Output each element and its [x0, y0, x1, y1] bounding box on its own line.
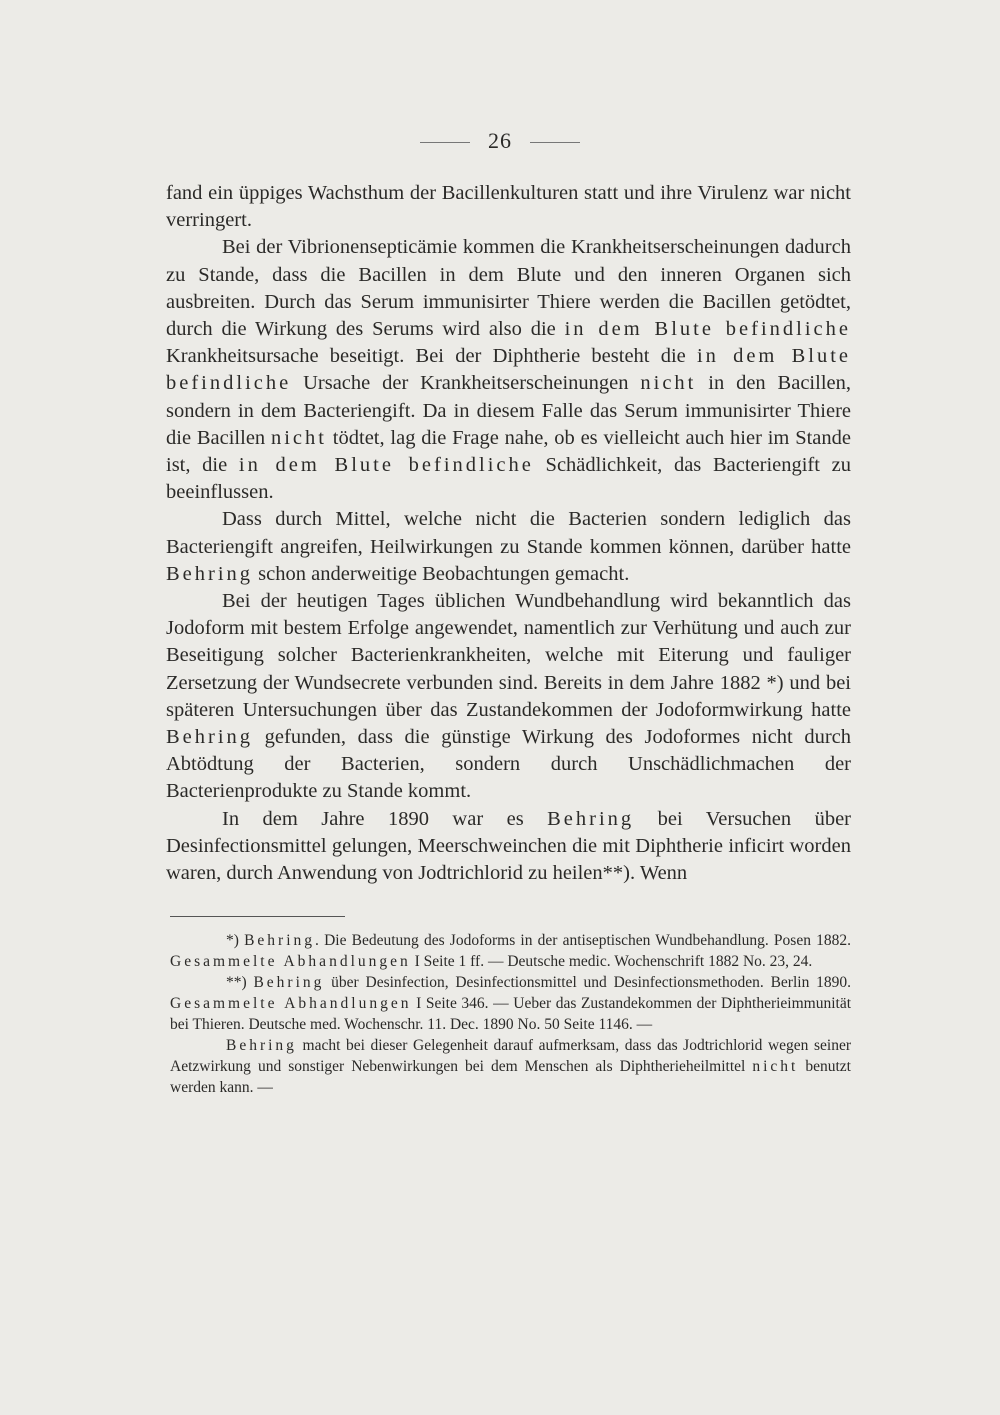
footnote-run: über Desinfection, Desinfectionsmittel und Desinfectionsmethoden. Berlin 1890. — [324, 974, 851, 991]
page-header — [0, 128, 1000, 154]
footnote-separator — [170, 916, 345, 917]
footnote-1 — [170, 930, 851, 972]
footnote-spaced-run: Behring — [253, 974, 325, 991]
text-spaced-run: nicht — [270, 426, 327, 449]
footnote-run: macht bei dieser Gelegenheit darauf aufmerksam, dass das Jodtrichlorid wegen seiner Aetzwirkung und sonstiger Nebenwirkungen bei dem Menschen als Diphtherieheilmittel — [170, 1037, 851, 1075]
footnote-spaced-run: nicht — [752, 1058, 799, 1075]
text-spaced-run: nicht — [640, 372, 697, 395]
footnote-run: benutzt werden kann. — — [170, 1058, 851, 1096]
paragraph-2 — [166, 234, 851, 506]
paragraph-5 — [166, 806, 851, 888]
footnotes — [170, 930, 851, 1098]
footnote-run: . Die Bedeutung des Jodoforms in der antiseptischen Wundbehandlung. Posen 1882. — [315, 932, 851, 949]
footnote-spaced-run: Gesammelte Abhandlungen — [170, 953, 411, 970]
footnote-3 — [170, 1035, 851, 1098]
text-run: Bei der Vibrionensepticämie kommen die Krankheitserscheinungen dadurch zu Stande, dass die Bacillen in dem Blute und den inneren Organen sich ausbreiten. Durch das Serum immunisirter Thiere werden die Bacillen getödtet, durch die Wirkung des Serums wird also die — [166, 236, 851, 341]
text-spaced-run: in dem Blute befindliche — [238, 454, 534, 477]
footnote-run: I Seite 346. — Ueber das Zustandekommen der Diphtherieimmunität bei Thieren. Deutsche med. Wochenschr. 11. Dec. 1890 No. 50 Seite 1146. — — [170, 995, 852, 1033]
text-run: bei Versuchen über Desinfectionsmittel gelungen, Meerschweinchen die mit Diphtherie inficirt worden waren, durch Anwendung von Jodtrichlorid zu heilen**). Wenn — [166, 807, 851, 885]
footnote-spaced-run: Behring — [226, 1037, 297, 1054]
text-run: schon anderweitige Beobachtungen gemacht. — [253, 562, 630, 585]
header-rule-right — [530, 142, 580, 143]
text-run: Schädlichkeit, das Bacteriengift zu beeinflussen. — [166, 454, 851, 504]
footnote-run: I Seite 1 ff. — Deutsche medic. Wochenschrift 1882 No. 23, 24. — [410, 953, 813, 970]
text-run: gefunden, dass die günstige Wirkung des Jodoformes nicht durch Abtödtung der Bacterien, sondern durch Unschädlichmachen der Bacterienprodukte zu Stande kommt. — [166, 726, 851, 803]
text-spaced-run: Behring — [166, 726, 254, 749]
footnote-spaced-run: Gesammelte Abhandlungen — [170, 995, 412, 1012]
page-number: 26 — [488, 128, 512, 153]
text-run: Bei der heutigen Tages üblichen Wundbehandlung wird bekanntlich das Jodoform mit bestem Erfolge angewendet, namentlich zur Verhütung und auch zur Beseitigung solcher Bacterienkrankheiten, welche mit Eiterung und fauliger Zersetzung der Wundsecrete verbunden sind. Bereits in dem Jahre 1882 *) und bei späteren Untersuchungen über das Zustandekommen der Jodoformwirkung hatte — [166, 590, 851, 721]
text-run: Dass durch Mittel, welche nicht die Bacterien sondern lediglich das Bacteriengift angreifen, Heilwirkungen zu Stande kommen können, darüber hatte — [166, 508, 851, 558]
text-run: In dem Jahre 1890 war es — [222, 807, 548, 830]
text-run: Ursache der Krankheitserscheinungen — [291, 372, 641, 395]
text-spaced-run: Behring — [166, 562, 254, 585]
header-rule-left — [420, 142, 470, 143]
paragraph-1 — [166, 180, 851, 234]
body-text — [166, 180, 851, 887]
text-run: Krankheitsursache beseitigt. Bei der Diphtherie besteht die — [166, 345, 697, 368]
text-spaced-run: Behring — [547, 807, 635, 830]
text-spaced-run: in dem Blute befindliche — [166, 345, 851, 395]
paragraph-3 — [166, 506, 851, 588]
text-run: fand ein üppiges Wachsthum der Bacillenkulturen statt und ihre Virulenz war nicht verringert. — [166, 182, 851, 232]
text-run: tödtet, lag die Frage nahe, ob es vielleicht auch hier im Stande ist, die — [166, 426, 851, 477]
paragraph-4 — [166, 588, 851, 806]
text-spaced-run: in dem Blute befindliche — [564, 318, 851, 341]
footnote-run: *) — [226, 932, 245, 949]
footnote-2 — [170, 972, 851, 1035]
text-run: in den Bacillen, sondern in dem Bacteriengift. Da in diesem Falle das Serum immunisirter Thiere die Bacillen — [166, 372, 851, 449]
footnote-spaced-run: Behring — [244, 932, 316, 949]
footnote-run: **) — [226, 974, 254, 991]
